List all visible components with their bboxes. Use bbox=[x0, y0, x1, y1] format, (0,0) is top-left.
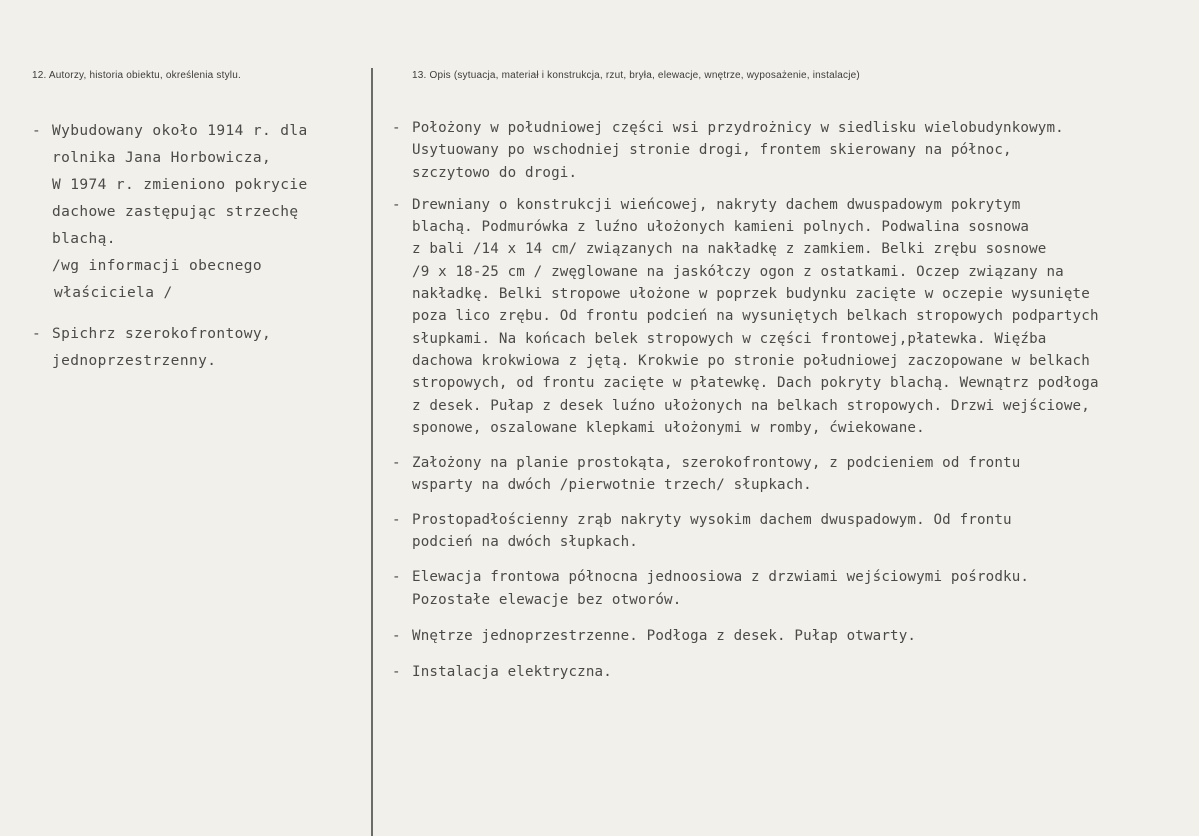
text-line: /wg informacji obecnego bbox=[52, 258, 262, 274]
text-line: Drewniany o konstrukcji wieńcowej, nakryty dachem dwuspadowym pokrytym bbox=[412, 196, 1021, 213]
description-item bbox=[392, 566, 1192, 611]
text-line: dachowe zastępując strzechę bbox=[52, 204, 299, 220]
section-13-header: 13. Opis (sytuacja, materiał i konstrukcja, rzut, bryła, elewacje, wnętrze, wyposażenie, instalacje) bbox=[412, 70, 860, 81]
bullet-dash: - bbox=[32, 123, 42, 139]
bullet-dash: - bbox=[392, 120, 401, 136]
history-column bbox=[32, 118, 362, 375]
bullet-dash: - bbox=[392, 196, 401, 213]
text-line: blachą. bbox=[52, 231, 116, 247]
description-item bbox=[392, 117, 1192, 184]
text-line: blachą. Podmurówka z luźno ułożonych kamieni polnych. Podwalina sosnowa bbox=[412, 219, 1030, 236]
text-line: nakładkę. Belki stropowe ułożone w poprzek budynku zacięte w oczepie wysunięte bbox=[412, 286, 1090, 303]
bullet-dash: - bbox=[32, 326, 42, 342]
text-line: słupkami. Na końcach belek stropowych w części frontowej,płatewka. Więźba bbox=[412, 330, 1047, 347]
text-line: z bali /14 x 14 cm/ związanych na nakładkę z zamkiem. Belki zrębu sosnowe bbox=[412, 241, 1047, 258]
text-line: Spichrz szerokofrontowy, bbox=[52, 326, 272, 342]
text-line: Instalacja elektryczna. bbox=[412, 664, 612, 681]
text-line: W 1974 r. zmieniono pokrycie bbox=[52, 177, 308, 193]
text-line: Wnętrze jednoprzestrzenne. Podłoga z desek. Pułap otwarty. bbox=[412, 627, 917, 644]
column-divider bbox=[371, 68, 373, 836]
description-item bbox=[392, 661, 1192, 683]
bullet-dash: - bbox=[392, 569, 401, 586]
history-item bbox=[32, 321, 362, 375]
section-12-header: 12. Autorzy, historia obiektu, określenia stylu. bbox=[32, 70, 241, 81]
text-line: podcień na dwóch słupkach. bbox=[412, 534, 638, 551]
text-line: Położony w południowej części wsi przydrożnicy w siedlisku wielobudynkowym. bbox=[412, 120, 1064, 136]
text-line: rolnika Jana Horbowicza, bbox=[52, 150, 272, 166]
text-line: wsparty na dwóch /pierwotnie trzech/ słupkach. bbox=[412, 477, 812, 494]
description-item bbox=[392, 452, 1192, 497]
text-line: właściciela / bbox=[54, 285, 173, 301]
text-line: Elewacja frontowa północna jednoosiowa z drzwiami wejściowymi pośrodku. bbox=[412, 569, 1030, 586]
description-column bbox=[392, 117, 1192, 684]
text-line: sponowe, oszalowane klepkami ułożonymi w romby, ćwiekowane. bbox=[412, 419, 925, 436]
bullet-dash: - bbox=[392, 664, 401, 681]
bullet-dash: - bbox=[392, 455, 401, 472]
text-line: /9 x 18-25 cm / zwęglowane na jaskółczy ogon z ostatkami. Oczep związany na bbox=[412, 263, 1064, 280]
text-line: Wybudowany około 1914 r. dla bbox=[52, 123, 308, 139]
description-item bbox=[392, 625, 1192, 647]
text-line: Pozostałe elewacje bez otworów. bbox=[412, 591, 682, 608]
description-item bbox=[392, 194, 1192, 439]
text-line: jednoprzestrzenny. bbox=[52, 353, 217, 369]
text-line: Prostopadłościenny zrąb nakryty wysokim dachem dwuspadowym. Od frontu bbox=[412, 511, 1012, 528]
text-line: szczytowo do drogi. bbox=[412, 164, 578, 181]
text-line: poza lico zrębu. Od frontu podcień na wysuniętych belkach stropowych podpartych bbox=[412, 308, 1099, 325]
text-line: z desek. Pułap z desek luźno ułożonych na belkach stropowych. Drzwi wejściowe, bbox=[412, 397, 1090, 414]
text-line: Usytuowany po wschodniej stronie drogi, frontem skierowany na północ, bbox=[412, 142, 1012, 159]
bullet-dash: - bbox=[392, 511, 401, 528]
description-item bbox=[392, 509, 1192, 554]
text-line: stropowych, od frontu zacięte w płatewkę. Dach pokryty blachą. Wewnątrz podłoga bbox=[412, 375, 1099, 392]
text-line: dachowa krokwiowa z jętą. Krokwie po stronie południowej zaczopowane w belkach bbox=[412, 352, 1090, 369]
text-line: Założony na planie prostokąta, szerokofrontowy, z podcieniem od frontu bbox=[412, 455, 1021, 472]
history-item bbox=[32, 118, 362, 307]
bullet-dash: - bbox=[392, 627, 401, 644]
